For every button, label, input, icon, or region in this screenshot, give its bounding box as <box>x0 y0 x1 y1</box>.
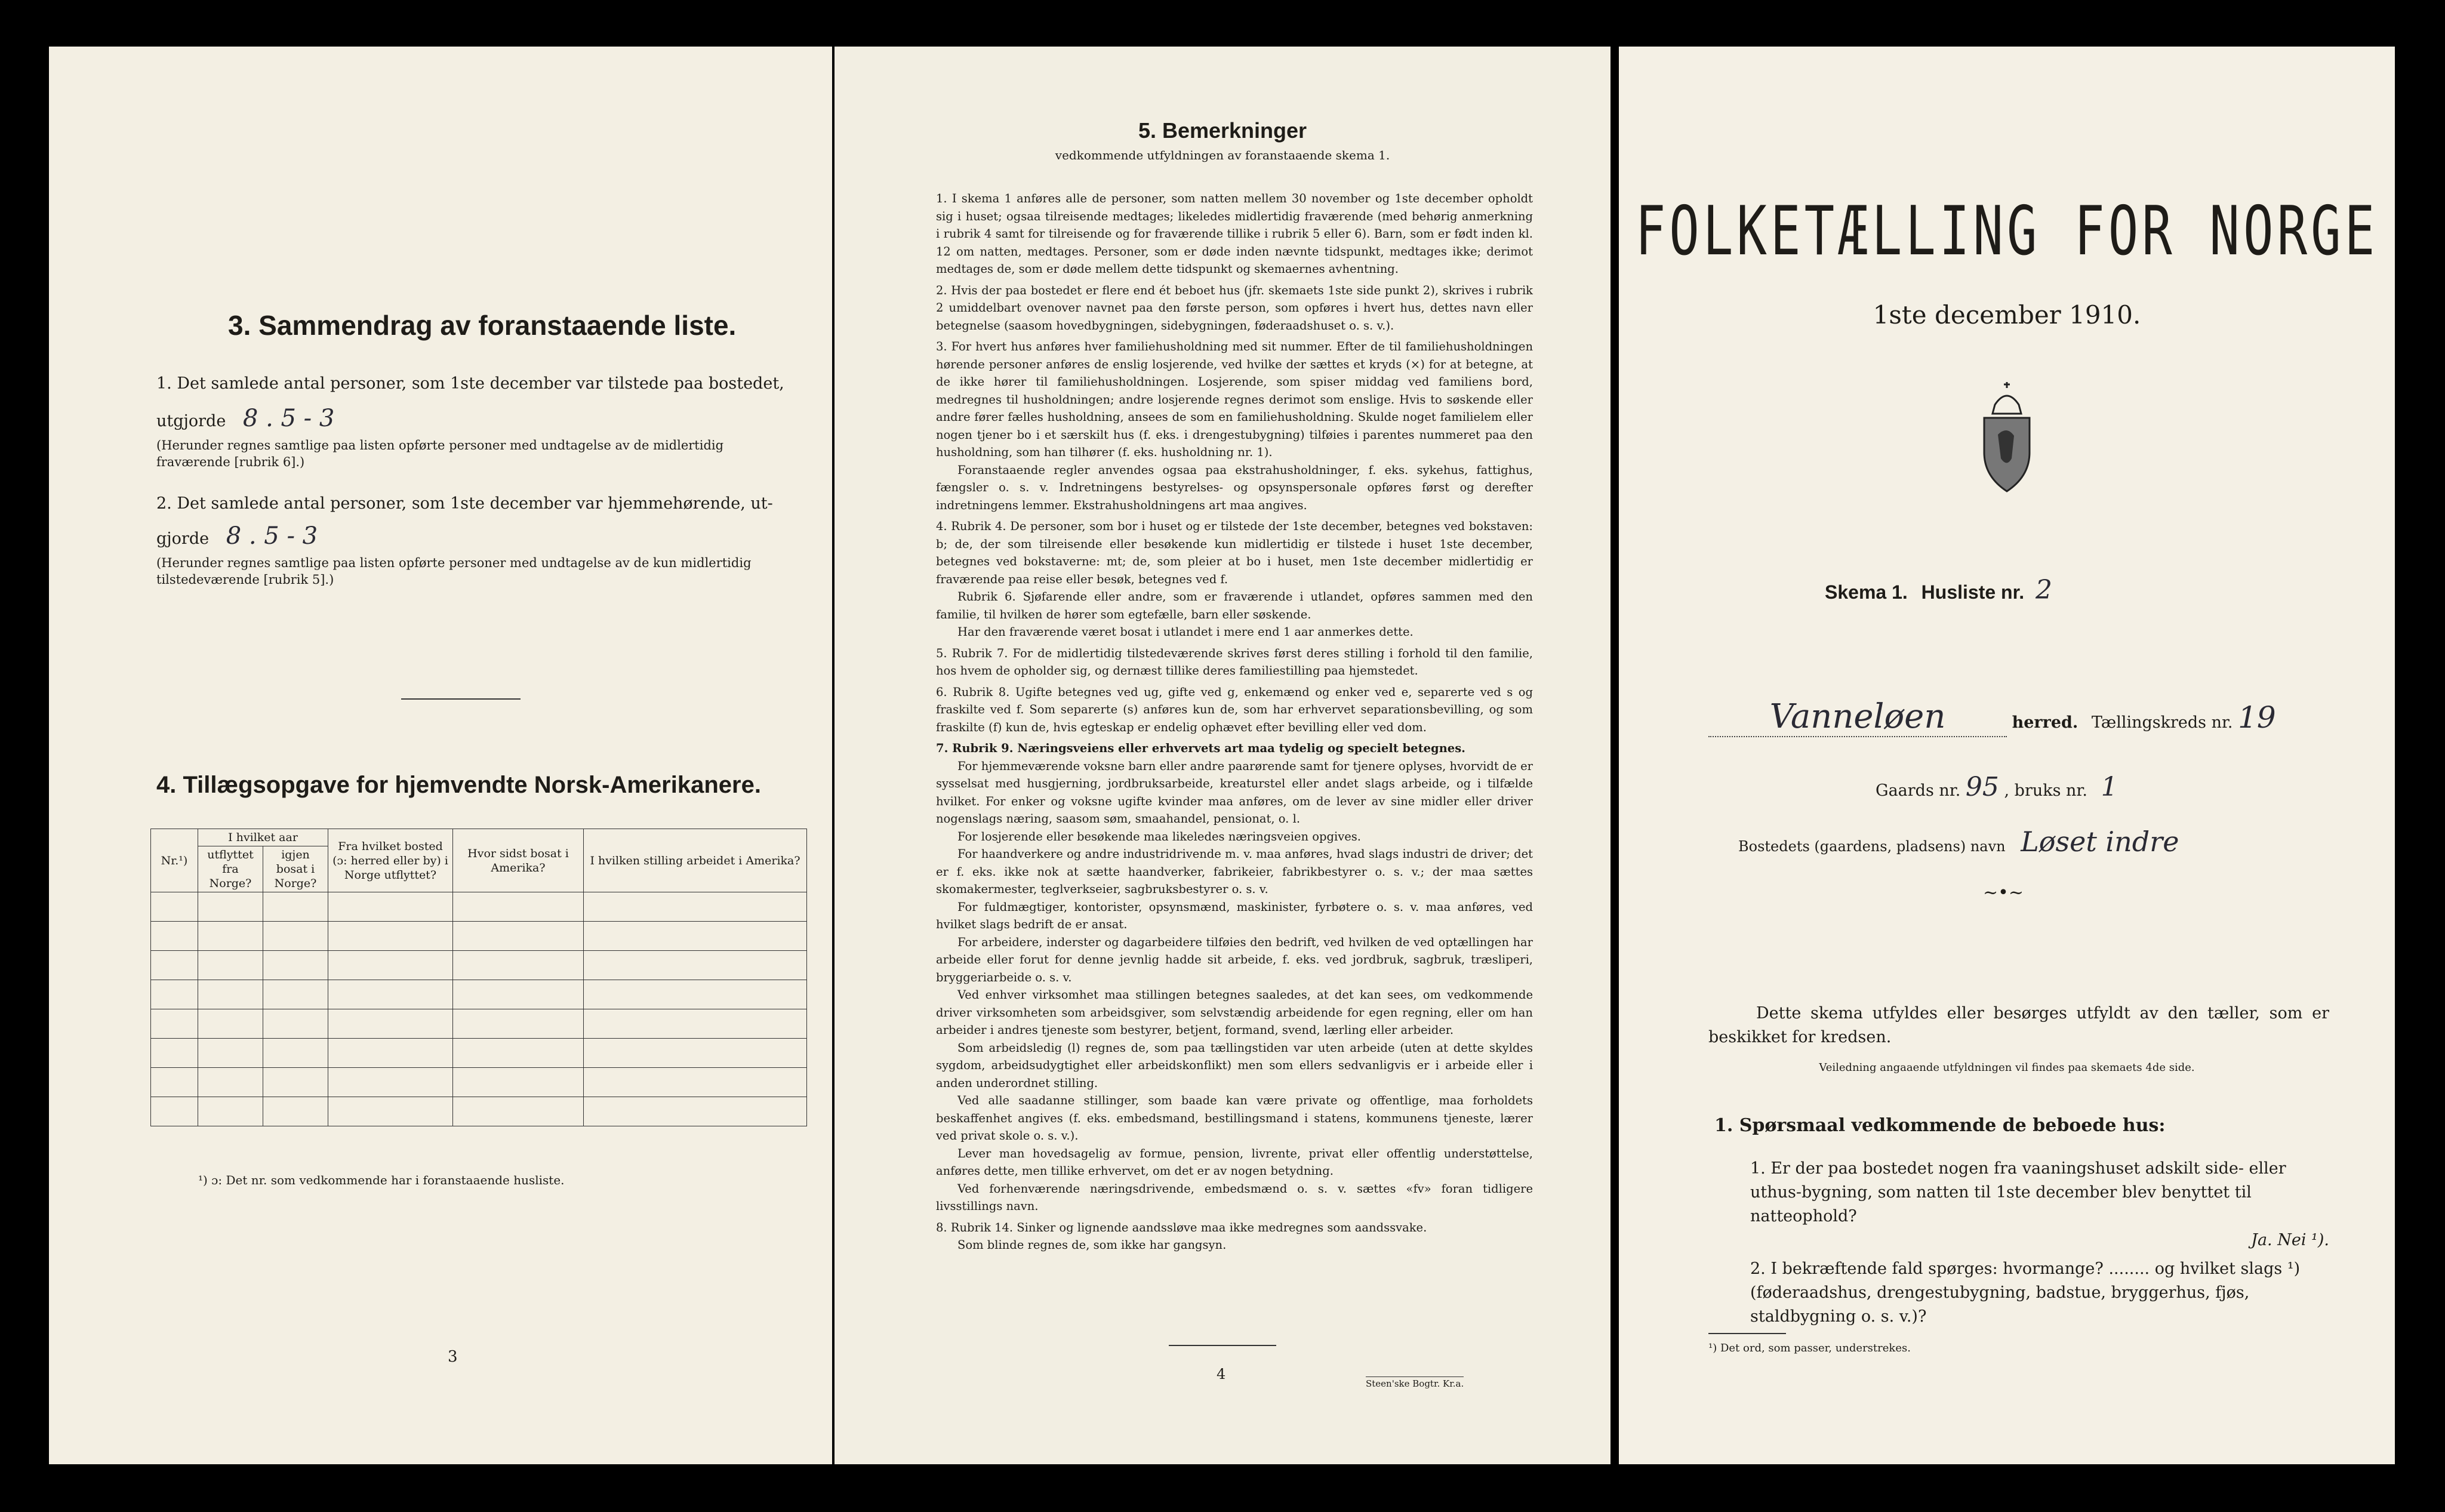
section4-title: 4. Tillægsopgave for hjemvendte Norsk-Amerikanere. <box>156 772 761 798</box>
remark-item: 8. Rubrik 14. Sinker og lignende aandssløve maa ikke medregnes som aandssvake. <box>936 1220 1427 1234</box>
herred-label: herred. <box>2012 713 2078 732</box>
coat-of-arms-icon <box>1971 381 2043 494</box>
page1-footnote: ¹) Det ord, som passer, understrekes. <box>1708 1342 1911 1354</box>
table-row <box>151 1097 807 1126</box>
divider <box>401 698 521 700</box>
th-year-group: I hvilket aar <box>198 829 328 846</box>
remark-item: Ved alle saadanne stillinger, som baade kan være private og offentlige, maa forholdets beskaffenhet angives (f. eks. embedsmand, bestillingsmand i statens, kommunens tjeneste, lærer ved privat skole o. s. v.). <box>936 1094 1533 1143</box>
remarks-subtitle: vedkommende utfyldningen av foranstaaende skema 1. <box>1055 148 1390 162</box>
remarks-title: 5. Bemerkninger <box>1138 118 1307 143</box>
census-date: 1ste december 1910. <box>1873 300 2141 330</box>
remark-item: For fuldmægtiger, kontorister, opsynsmænd, maskinister, fyrbøtere o. s. v. maa anføres, ved hvilket slags bedrift de er ansat. <box>936 900 1533 931</box>
kreds-value: 19 <box>2238 700 2276 735</box>
q1-text: 1. Det samlede antal personer, som 1ste december var tilstede paa bostedet, <box>156 374 784 393</box>
table-row <box>151 980 807 1009</box>
ornament: ~•~ <box>1983 882 2024 903</box>
page-4 <box>834 47 1611 1464</box>
th-emigrated: utflyttet fra Norge? <box>198 846 263 892</box>
th-nr: Nr.¹) <box>151 829 198 892</box>
gaards-line <box>1876 772 2118 802</box>
q1-answer: 8 . 5 - 3 <box>242 405 335 432</box>
q2-answer: 8 . 5 - 3 <box>226 522 318 550</box>
remark-item: 3. For hvert hus anføres hver familiehusholdning med sit nummer. Efter de til familiehusholdningen hørende personer anføres de enslig losjerende, ved hvilke der sættes et kryds (×) for at betegne, at de ikke hører til familiehusholdningen. Losjerende, som spiser middag ved familiens bord, medregnes til husholdningen; andre losjerende regnes derimot som enslige. Hvis to søskende eller andre fører fælles husholdning, ansees de som en familiehusholdning. Skulde noget familielem eller nogen tjener bo i et særskilt hus (f. eks. i drengestubygning) tilføies i parentes nummeret paa den husholdning, som han tilhører (f. eks. husholdning nr. 1). <box>936 340 1533 459</box>
remark-item: For arbeidere, inderster og dagarbeidere tilføies den bedrift, ved hvilken de ved optællingen har arbeide eller forut for denne jevnlig hadde sit arbeide, f. eks. ved jordbruk, sagbruk, træsliperi, bryggeriarbeide o. s. v. <box>936 935 1533 984</box>
remark-item: For losjerende eller besøkende maa likeledes næringsveien opgives. <box>957 829 1361 843</box>
q1-answer: Ja. Nei ¹). <box>2251 1231 2329 1249</box>
page-3 <box>49 47 832 1464</box>
remark-item: Lever man hovedsagelig av formue, pension, livrente, privat eller offentlig understøttelse, anføres dette, men tillike erhvervet, om det er av nogen betydning. <box>936 1146 1533 1178</box>
page-number-3: 3 <box>448 1348 458 1366</box>
remark-item: For hjemmeværende voksne barn eller andre paarørende samt for tjenere oplyses, hvorvidt de er sysselsat med husgjerning, jordbruksarbeide, kreaturstel eller andet slags arbeide, og i tilfælde hvilket. For enker og voksne ugifte kvinder maa anføres, om de lever av sine midler eller driver nogenslags næring, saasom søm, smaahandel, pensionat, o. l. <box>936 759 1533 826</box>
divider <box>1708 1333 1786 1334</box>
remark-item: Foranstaaende regler anvendes ogsaa paa ekstrahusholdninger, f. eks. sykehus, fattighus, fængsler o. s. v. Indretningens bestyrelses- og opsynspersonale opføres først og derefter indretningens lemmer. Ekstrahusholdningens art maa angives. <box>936 463 1533 512</box>
th-last-residence: Hvor sidst bosat i Amerika? <box>453 829 584 892</box>
schema-label: Skema 1. <box>1825 581 1908 603</box>
guide-text: Veiledning angaaende utfyldningen vil findes paa skemaets 4de side. <box>1819 1061 2195 1074</box>
table-row <box>151 922 807 951</box>
kreds-label: Tællingskreds nr. <box>2091 713 2233 732</box>
census-title: FOLKETÆLLING FOR NORGE <box>1635 191 2379 271</box>
herred-value: Vanneløen <box>1708 697 2007 737</box>
printer-mark: Steen'ske Bogtr. Kr.a. <box>1366 1376 1464 1389</box>
divider <box>1169 1345 1276 1346</box>
section1-title: 1. Spørsmaal vedkommende de beboede hus: <box>1714 1115 2166 1136</box>
remark-item: Ved enhver virksomhet maa stillingen betegnes saaledes, at det kan sees, om vedkommende driver virksomheten som arbeidsgiver, som selvstændig arbeidende for egen regning, eller om han arbeider i andres tjeneste som bestyrer, betjent, formand, svend, lærling eller arbeider. <box>936 988 1533 1037</box>
bruks-value: 1 <box>2101 772 2118 802</box>
husliste-label: Husliste nr. <box>1921 581 2025 603</box>
gaards-value: 95 <box>1965 772 1999 802</box>
herred-line <box>1708 697 2365 737</box>
q1-note: (Herunder regnes samtlige paa listen opførte personer med undtagelse av de midlertidig fraværende [rubrik 6].) <box>156 438 724 469</box>
remark-item: 1. I skema 1 anføres alle de personer, som natten mellem 30 november og 1ste december opholdt sig i huset; ogsaa tilreisende medtages; likeledes midlertidig fraværende (med behørig anmerkning i rubrik 4 samt for tilreisende og for fraværende tillike i rubrik 5 eller 6). Barn, som er født inden kl. 12 om natten, medtages. Personer, som er døde inden nævnte tidspunkt, medtages ikke; derimot medtages de, som er døde mellem dette tidspunkt og skemaernes avhentning. <box>936 192 1533 276</box>
remark-item: 2. Hvis der paa bostedet er flere end ét beboet hus (jfr. skemaets 1ste side punkt 2), skrives i rubrik 2 umiddelbart ovenover navnet paa den første person, som opføres i hvert hus, dettes navn eller betegnelse (saasom hovedbygningen, sidebygningen, føderaadshuset o. s. v.). <box>936 283 1533 332</box>
q2-note: (Herunder regnes samtlige paa listen opførte personer med undtagelse av de kun midlertidig tilstedeværende [rubrik 5].) <box>156 556 752 587</box>
bosted-value: Løset indre <box>2021 826 2179 858</box>
table-row <box>151 1068 807 1097</box>
remark-item: For haandverkere og andre industridrivende m. v. maa anføres, hvad slags industri de driver; det er f. eks. ikke nok at sætte haandverker, fabrikeier, fabrikbestyrer o. s. v.; der maa sættes skomakermester, teglverkseier, sagbruksbestyrer o. s. v. <box>936 847 1533 896</box>
bruks-label: , bruks nr. <box>2004 781 2087 800</box>
q2-label: gjorde <box>156 529 210 548</box>
table-row <box>151 1009 807 1039</box>
summary-block <box>156 372 813 588</box>
q-block <box>1750 1157 2329 1329</box>
th-occupation: I hvilken stilling arbeidet i Amerika? <box>584 829 807 892</box>
th-returned: igjen bosat i Norge? <box>263 846 328 892</box>
table-row <box>151 1039 807 1068</box>
remark-item: 5. Rubrik 7. For de midlertidig tilstedeværende skrives først deres stilling i forhold til den familie, hos hvem de opholder sig, og dernæst tillike deres familiestilling paa hjemstedet. <box>936 646 1533 678</box>
remark-item: 6. Rubrik 8. Ugifte betegnes ved ug, gifte ved g, enkemænd og enker ved e, separerte ved s og fraskilte ved f. Som separerte (s) anføres kun de, som har erhvervet separationsbevilling, og som fraskilte (f) kun de, hvis egteskap er endelig ophævet efter bevilling eller ved dom. <box>936 685 1533 734</box>
page-1 <box>1619 47 2395 1464</box>
remark-item: 4. Rubrik 4. De personer, som bor i huset og er tilstede der 1ste december, betegnes ved bokstaven: b; de, der som tilreisende eller besøkende kun midlertidig er tilstede i huset 1ste december, betegnes ved bokstaverne: mt; de, som pleier at bo i huset, men 1ste december midlertidig er fraværende paa reise eller besøk, betegnes ved f. <box>936 519 1533 586</box>
remark-item: Rubrik 6. Sjøfarende eller andre, som er fraværende i utlandet, opføres sammen med den familie, til hvilken de hører som egtefælle, barn eller søskende. <box>936 590 1533 621</box>
q1-label: utgjorde <box>156 412 226 430</box>
remark-item: Som arbeidsledig (l) regnes de, som paa tællingstiden var uten arbeide (uten at dette skyldes sygdom, arbeidsudygtighet eller arbeidskonflikt) men som ellers sedvanligvis er i arbeide eller i anden underordnet stilling. <box>936 1040 1533 1090</box>
remark-item: Har den fraværende været bosat i utlandet i mere end 1 aar anmerkes dette. <box>957 625 1414 639</box>
q2-text: 2. I bekræftende fald spørges: hvormange? ........ og hvilket slags ¹) (føderaadshus, drengestubygning, badstue, bryggerhus, fjøs, staldbygning o. s. v.)? <box>1750 1260 2301 1326</box>
remark-item: 7. Rubrik 9. Næringsveiens eller erhvervets art maa tydelig og specielt betegnes. <box>936 741 1465 755</box>
intro-text: Dette skema utfyldes eller besørges utfyldt av den tæller, som er beskikket for kredsen. <box>1708 1004 2329 1046</box>
gaards-label: Gaards nr. <box>1876 781 1961 800</box>
th-from: Fra hvilket bosted (ɔ: herred eller by) i Norge utflyttet? <box>328 829 453 892</box>
table-footnote: ¹) ɔ: Det nr. som vedkommende har i foranstaaende husliste. <box>198 1173 565 1187</box>
q2-text: 2. Det samlede antal personer, som 1ste december var hjemmehørende, ut- <box>156 494 773 513</box>
remark-item: Som blinde regnes de, som ikke har gangsyn. <box>957 1238 1227 1252</box>
page-number-4: 4 <box>1217 1366 1226 1382</box>
table-row <box>151 951 807 980</box>
q1-text: 1. Er der paa bostedet nogen fra vaaningshuset adskilt side- eller uthus-bygning, som natten til 1ste december blev benyttet til natteophold? <box>1750 1159 2286 1225</box>
norsk-amerikaner-table <box>150 829 807 1126</box>
bosted-line <box>1738 826 2179 858</box>
remark-item: Ved forhenværende næringsdrivende, embedsmænd o. s. v. sættes «fv» foran tidligere livsstillings navn. <box>936 1181 1533 1213</box>
schema-line <box>1825 575 2052 605</box>
remarks-list <box>936 190 1533 1254</box>
section3-title: 3. Sammendrag av foranstaaende liste. <box>228 310 737 341</box>
table-row <box>151 892 807 922</box>
bosted-label: Bostedets (gaardens, pladsens) navn <box>1738 838 2006 855</box>
husliste-number: 2 <box>2036 575 2053 605</box>
